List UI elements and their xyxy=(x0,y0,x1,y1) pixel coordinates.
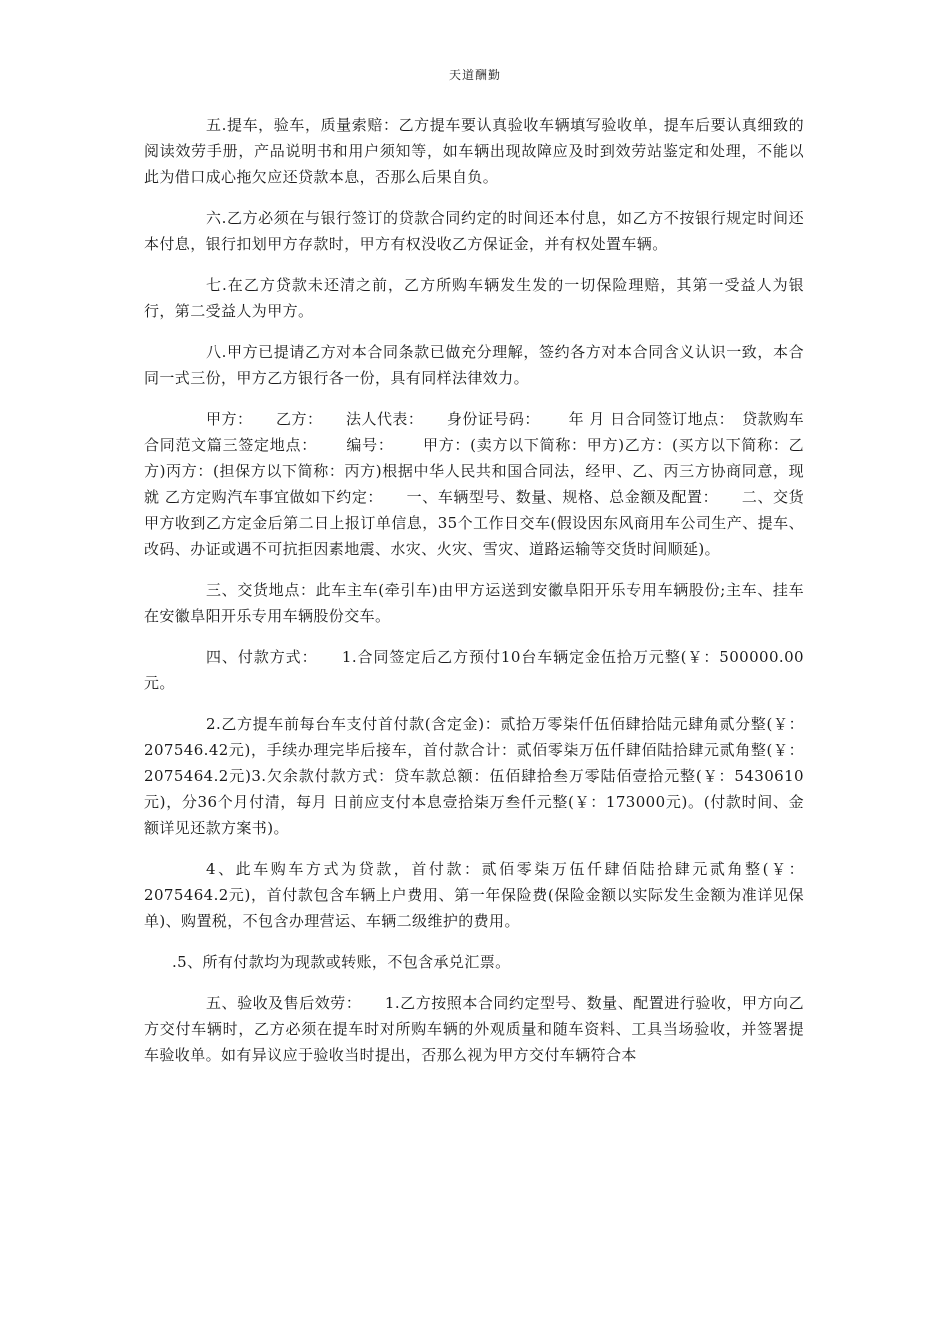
page-header: 天道酬勤 xyxy=(448,68,501,82)
paragraph-payment-method: 四、付款方式： 1.合同签定后乙方预付10台车辆定金伍拾万元整(￥：500000.00元。 xyxy=(144,648,804,692)
paragraph-delivery-location: 三、交货地点：此车主车(牵引车)由甲方运送到安徽阜阳开乐专用车辆股份;主车、挂车在安徽阜阳开乐专用车辆股份交车。 xyxy=(144,581,804,625)
paragraph-pickup-inspection: 五.提车，验车，质量索赔：乙方提车要认真验收车辆填写验收单，提车后要认真细致的阅读效劳手册，产品说明书和用户须知等，如车辆出现故障应及时到效劳站鉴定和处理，不能以此为借口成心拖欠应还贷款本息，否那么后果自负。 xyxy=(144,116,804,186)
paragraph-insurance-beneficiary: 七.在乙方贷款未还清之前，乙方所购车辆发生发的一切保险理赔，其第一受益人为银行，第二受益人为甲方。 xyxy=(144,276,804,320)
paragraph-parties-and-terms: 甲方： 乙方： 法人代表： 身份证号码： 年 月 日合同签订地点： 贷款购车合同范文篇三签定地点： 编号： 甲方：(卖方以下简称：甲方)乙方：(买方以下简称：乙方)丙方：(担保方以下简称：丙方)根据中华人民共和国合同法，经甲、乙、丙三方协商同意，现就 乙方定购汽车事宜做如下约定： 一、车辆型号、数量、规格、总金额及配置： 二、交货甲方收到乙方定金后第二日上报订单信息，35个工作日交车(假设因东风商用车公司生产、提车、改码、办证或遇不可抗拒因素地震、水灾、火灾、雪灾、道路运输等交货时间顺延)。 xyxy=(144,410,804,558)
document-body xyxy=(144,112,804,1083)
paragraph-loan-purchase: 4、此车购车方式为贷款，首付款：贰佰零柒万伍仟肆佰陆拾肆元贰角整(￥：2075464.2元)，首付款包含车辆上户费用、第一年保险费(保险金额以实际发生金额为准详见保单)、购置税，不包含办理营运、车辆二级维护的费用。 xyxy=(144,860,804,930)
paragraph-agreement-copies: 八.甲方已提请乙方对本合同条款已做充分理解，签约各方对本合同含义认识一致，本合同一式三份，甲方乙方银行各一份，具有同样法律效力。 xyxy=(144,343,804,387)
paragraph-repayment: 六.乙方必须在与银行签订的贷款合同约定的时间还本付息，如乙方不按银行规定时间还本付息，银行扣划甲方存款时，甲方有权没收乙方保证金，并有权处置车辆。 xyxy=(144,209,804,253)
paragraph-down-payment: 2.乙方提车前每台车支付首付款(含定金)：贰拾万零柒仟伍佰肆拾陆元肆角贰分整(￥：207546.42元)，手续办理完毕后接车，首付款合计：贰佰零柒万伍仟肆佰陆拾肆元贰角整(￥：2075464.2元)3.欠余款付款方式：贷车款总额：伍佰肆拾叁万零陆佰壹拾元整(￥：5430610元)，分36个月付清，每月 日前应支付本息壹拾柒万叁仟元整(￥：173000元)。(付款时间、金额详见还款方案书)。 xyxy=(144,715,804,837)
paragraph-acceptance-service: 五、验收及售后效劳： 1.乙方按照本合同约定型号、数量、配置进行验收，甲方向乙方交付车辆时，乙方必须在提车时对所购车辆的外观质量和随车资料、工具当场验收，并签署提车验收单。如有异议应于验收当时提出，否那么视为甲方交付车辆符合本 xyxy=(144,994,804,1064)
paragraph-cash-transfer: .5、所有付款均为现款或转账，不包含承兑汇票。 xyxy=(172,953,511,971)
